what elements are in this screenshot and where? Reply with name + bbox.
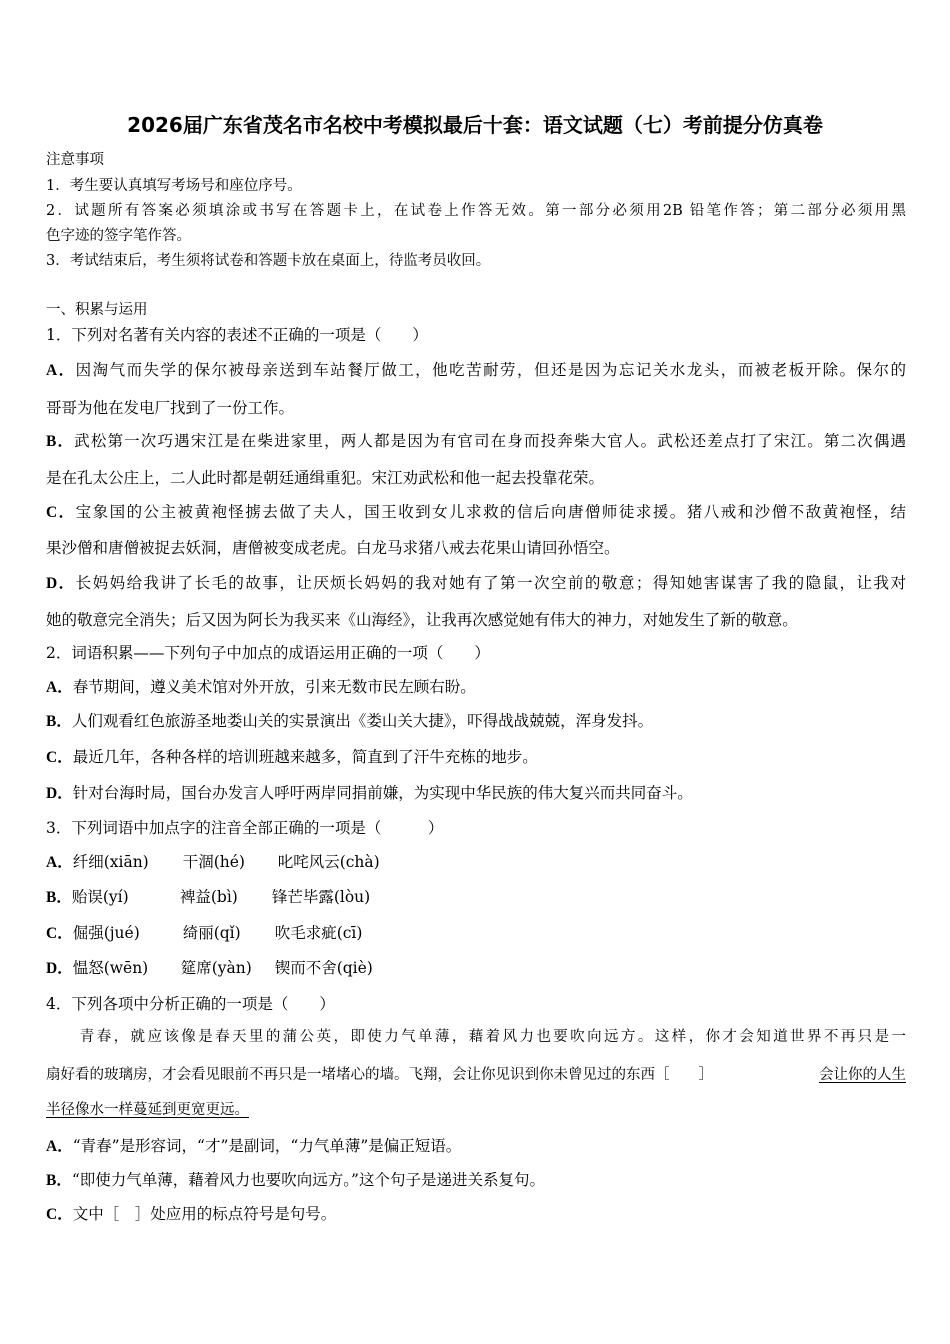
word: 愠怒(wēn) xyxy=(72,959,149,977)
option-label: B． xyxy=(46,889,72,906)
option-text: 春节期间，遵义美术馆对外开放，引来无数市民左顾右盼。 xyxy=(72,678,476,696)
option-label: B． xyxy=(46,713,72,730)
word: 倔强(jué) xyxy=(72,924,140,942)
option-text: 最近几年，各种各样的培训班越来越多，简直到了汗牛充栋的地步。 xyxy=(72,748,538,766)
option-line xyxy=(46,1135,906,1158)
option-line xyxy=(46,501,906,524)
notice-item: 色字迹的签字笔作答。 xyxy=(46,228,191,244)
passage-line xyxy=(46,1099,906,1121)
word: 贻误(yí) xyxy=(71,888,129,906)
word: 筵席(yàn) xyxy=(180,959,252,977)
word: 裨益(bì) xyxy=(179,888,238,906)
word: 干涸(hé) xyxy=(182,853,245,871)
option-line xyxy=(46,609,906,631)
option-label: D． xyxy=(46,575,76,592)
option-line xyxy=(46,782,906,805)
option-text: 人们观看红色旅游圣地娄山关的实景演出《娄山关大捷》，吓得战战兢兢，浑身发抖。 xyxy=(71,712,654,730)
option-line xyxy=(46,851,906,874)
option-line xyxy=(46,886,906,909)
option-line xyxy=(46,397,906,419)
option-text: 果沙僧和唐僧被捉去妖洞，唐僧被变成老虎。白龙马求猪八戒去花果山请回孙悟空。 xyxy=(46,539,620,557)
option-text: 宝象国的公主被黄袍怪掳去做了夫人，国王收到女儿求救的信后向唐僧师徒求援。猪八戒和沙僧不敌黄袍怪，结 xyxy=(75,503,906,521)
option-line xyxy=(46,467,906,489)
option-line xyxy=(46,957,906,980)
underlined-text: 会让你的人生 xyxy=(819,1067,906,1083)
underlined-text: 半径像水一样蔓延到更宽更远。 xyxy=(46,1102,249,1118)
option-line xyxy=(46,1169,906,1192)
option-label: A． xyxy=(46,1138,73,1155)
option-text: 武松第一次巧遇宋江是在柴进家里，两人都是因为有官司在身而投奔柴大官人。武松还差点打了宋江。第二次偶遇 xyxy=(74,432,906,450)
option-text: “即使力气单薄，藉着风力也要吹向远方。”这个句子是递进关系复句。 xyxy=(71,1171,545,1189)
option-line xyxy=(46,359,906,382)
option-line xyxy=(46,922,906,945)
option-line xyxy=(46,1203,906,1226)
passage-line: 青春，就应该像是春天里的蒲公英，即使力气单薄，藉着风力也要吹向远方。这样，你才会知道世界不再只是一 xyxy=(46,1029,906,1045)
page-title: 2026届广东省茂名市名校中考模拟最后十套：语文试题（七）考前提分仿真卷 xyxy=(127,113,823,137)
passage-line xyxy=(46,1064,906,1086)
option-label: B． xyxy=(46,1172,72,1189)
option-label: B． xyxy=(46,433,75,450)
question-stem: 4．下列各项中分析正确的一项是（ ） xyxy=(46,995,335,1013)
question-stem: 2．词语积累——下列句子中加点的成语运用正确的一项（ ） xyxy=(46,644,490,662)
option-text: 因淘气而失学的保尔被母亲送到车站餐厅做工，他吃苦耐劳，但还是因为忘记关水龙头，而被老板开除。保尔的 xyxy=(75,361,906,379)
word: 锋芒毕露(lòu) xyxy=(271,888,371,906)
question-stem: 3．下列词语中加点字的注音全部正确的一项是（ ） xyxy=(46,819,444,837)
word: 绮丽(qǐ) xyxy=(182,924,241,942)
option-label: A． xyxy=(46,854,73,871)
option-text: 是在孔太公庄上，二人此时都是朝廷通缉重犯。宋江劝武松和他一起去投靠花荣。 xyxy=(46,469,605,487)
option-line xyxy=(46,572,906,595)
option-label: A． xyxy=(46,679,73,696)
option-text: 长妈妈给我讲了长毛的故事，让厌烦长妈妈的我对她有了第一次空前的敬意；得知她害谋害了我的隐鼠，让我对 xyxy=(75,574,906,592)
passage-text: 扇好看的玻璃房，才会看见眼前不再只是一堵堵心的墙。飞翔，会让你见识到你未曾见过的东西［ ］ xyxy=(46,1067,713,1083)
option-line xyxy=(46,676,906,699)
section-heading: 一、积累与运用 xyxy=(46,302,148,318)
option-text: 文中［ ］处应用的标点符号是句号。 xyxy=(72,1205,337,1223)
option-text: 她的敬意完全消失；后又因为阿长为我买来《山海经》，让我再次感觉她有伟大的神力，对她发生了新的敬意。 xyxy=(46,611,798,629)
option-label: C． xyxy=(46,925,73,942)
option-text: “青春”是形容词，“才”是副词，“力气单薄”是偏正短语。 xyxy=(72,1137,462,1155)
option-line xyxy=(46,537,906,559)
option-label: D． xyxy=(46,785,73,802)
word: 叱咤风云(chà) xyxy=(277,853,380,871)
notice-item: 3．考试结束后，考生须将试卷和答题卡放在桌面上，待监考员收回。 xyxy=(46,253,491,269)
option-line xyxy=(46,710,906,733)
word: 锲而不舍(qiè) xyxy=(274,959,373,977)
word: 吹毛求疵(cī) xyxy=(274,924,363,942)
notice-heading: 注意事项 xyxy=(46,152,104,168)
word: 纤细(xiān) xyxy=(72,853,149,871)
option-label: C． xyxy=(46,1206,73,1223)
option-label: A． xyxy=(46,362,76,379)
option-line xyxy=(46,746,906,769)
option-label: D． xyxy=(46,960,73,977)
option-text: 哥哥为他在发电厂找到了一份工作。 xyxy=(46,399,295,417)
notice-item: 1．考生要认真填写考场号和座位序号。 xyxy=(46,178,302,194)
option-label: C． xyxy=(46,749,73,766)
option-text: 针对台海时局，国台办发言人呼吁两岸同捐前嫌，为实现中华民族的伟大复兴而共同奋斗。 xyxy=(72,784,693,802)
option-line xyxy=(46,430,906,453)
notice-item: 2．试题所有答案必须填涂或书写在答题卡上，在试卷上作答无效。第一部分必须用2B 铅笔作答；第二部分必须用黑 xyxy=(46,203,906,219)
option-label: C． xyxy=(46,504,76,521)
question-stem: 1．下列对名著有关内容的表述不正确的一项是（ ） xyxy=(46,326,428,344)
